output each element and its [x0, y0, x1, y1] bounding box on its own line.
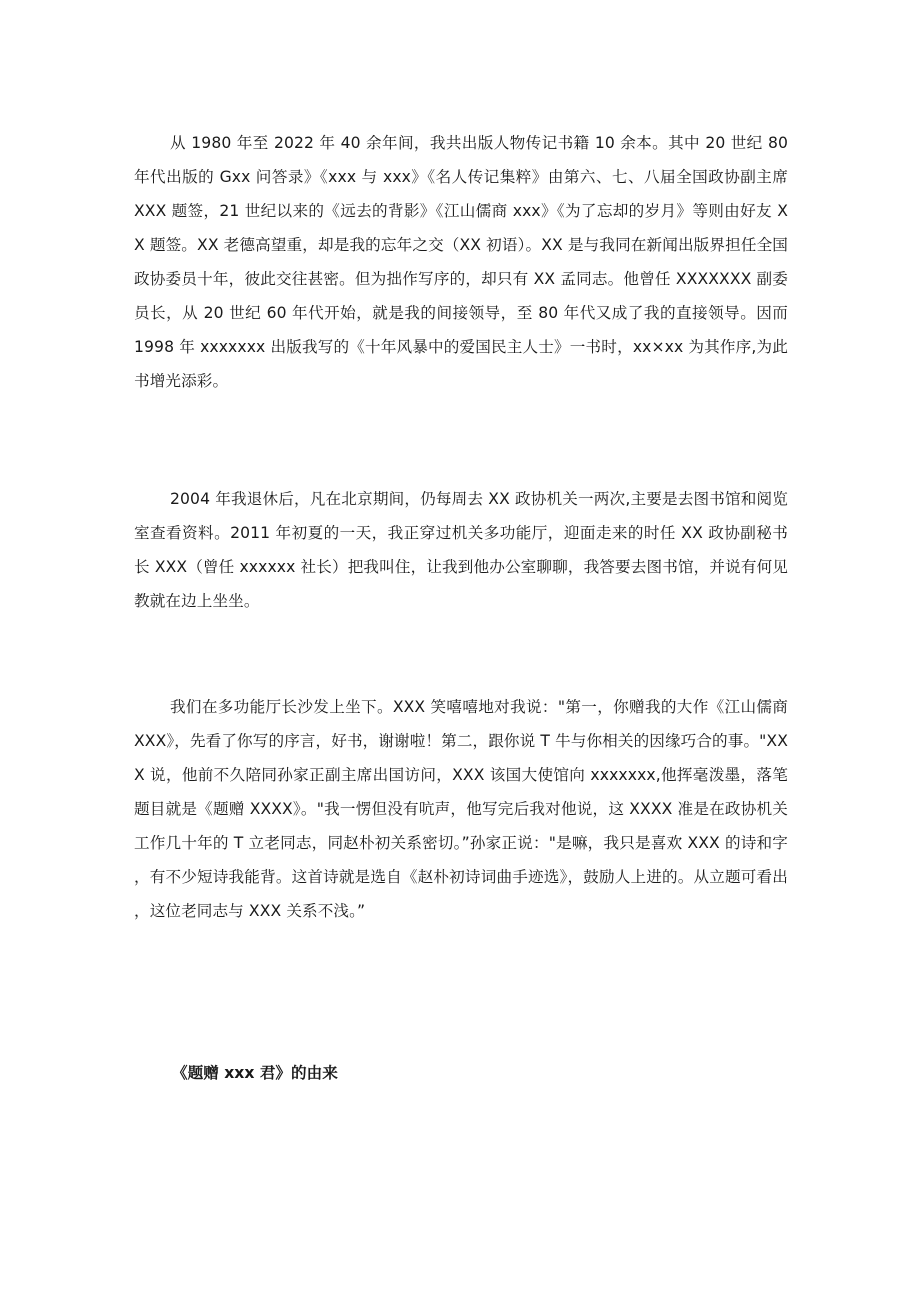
section-heading: 《题赠 xxx 君》的由来 — [172, 1064, 338, 1082]
paragraph-2: 2004 年我退休后，凡在北京期间，仍每周去 XX 政协机关一两次,主要是去图书馆和阅览室查看资料。2011 年初夏的一天，我正穿过机关多功能厅，迎面走来的时任 XX 政协副秘书长 XXX（曾任 xxxxxx 社长）把我叫住，让我到他办公室聊聊，我答要去图书馆，并说有何见教就在边上坐坐。 — [134, 490, 788, 610]
paragraph-1: 从 1980 年至 2022 年 40 余年间，我共出版人物传记书籍 10 余本。其中 20 世纪 80 年代出版的 Gxx 问答录》《xxx 与 xxx》《名人传记集粹》由第六、七、八届全国政协副主席 XXX 题签，21 世纪以来的《远去的背影》《江山儒商 xxx》《为了忘却的岁月》等则由好友 XX 题签。XX 老德高望重，却是我的忘年之交（XX 初语）。XX 是与我同在新闻出版界担任全国政协委员十年，彼此交往甚密。但为拙作写序的，却只有 XX 孟同志。他曾任 XXXXXXX 副委员长，从 20 世纪 60 年代开始，就是我的间接领导，至 80 年代又成了我的直接领导。因而 1998 年 xxxxxxx 出版我写的《十年风暴中的爱国民主人士》一书时，xx×xx 为其作序,为此书增光添彩。 — [134, 134, 788, 390]
paragraph-3: 我们在多功能厅长沙发上坐下。XXX 笑嘻嘻地对我说："第一，你赠我的大作《江山儒商 XXX》，先看了你写的序言，好书，谢谢啦！第二，跟你说 T 牛与你相关的因缘巧合的事。"XXX 说，他前不久陪同孙家正副主席出国访问，XXX 该国大使馆向 xxxxxxx,他挥毫泼墨，落笔题目就是《题赠 XXXX》。"我一愣但没有吭声，他写完后我对他说，这 XXXX 准是在政协机关工作几十年的 T 立老同志，同赵朴初关系密切。”孙家正说："是嘛，我只是喜欢 XXX 的诗和字，有不少短诗我能背。这首诗就是选自《赵朴初诗词曲手迹选》，鼓励人上进的。从立题可看出，这位老同志与 XXX 关系不浅。” — [134, 698, 788, 920]
